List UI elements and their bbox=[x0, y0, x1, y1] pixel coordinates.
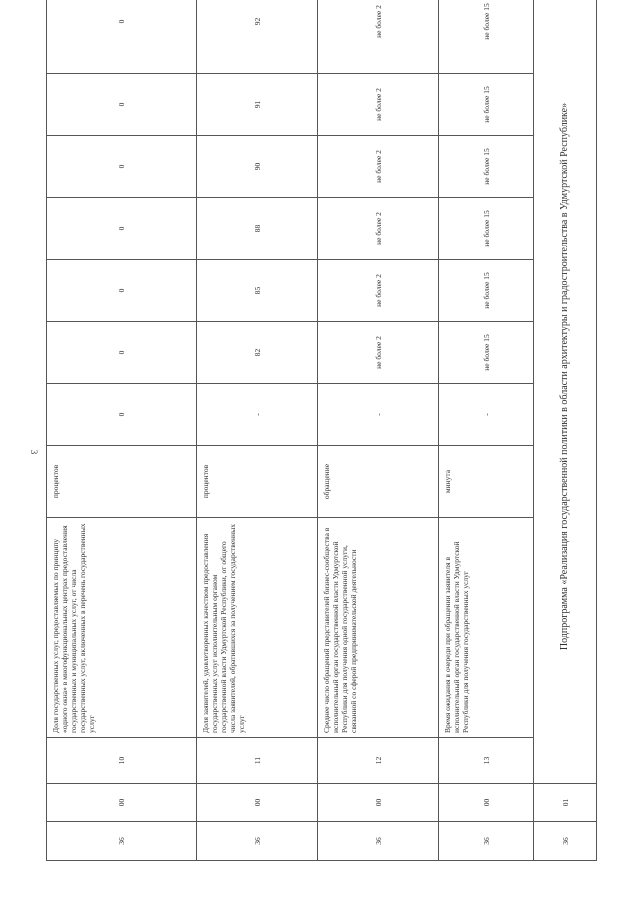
subprogram-title: Подпрограмма «Реализация государственной политики в области архитектуры и градостроительства в Удмуртской Республике» bbox=[534, 0, 597, 784]
gp-code: 36 bbox=[534, 822, 597, 861]
pp-code: 01 bbox=[534, 784, 597, 822]
value-cell: 0 bbox=[47, 384, 197, 446]
unit: процентов bbox=[197, 446, 318, 518]
unit: минута bbox=[439, 446, 534, 518]
indicator-name: Среднее число обращений представителей бизнес-сообщества в исполнительный орган государственной власти Удмуртской Республики для получения одной государственной услуги, связанной со сферой предпринимательской деятельности bbox=[318, 518, 439, 738]
gp-code: 36 bbox=[197, 822, 318, 861]
value-cell: 0 bbox=[47, 260, 197, 322]
value-cell: не более 2 bbox=[318, 74, 439, 136]
rotated-table-wrapper bbox=[46, 3, 596, 861]
value-cell: 92 bbox=[197, 0, 318, 74]
value-cell: не более 15 bbox=[439, 136, 534, 198]
gp-code: 36 bbox=[318, 822, 439, 861]
unit: процентов bbox=[47, 446, 197, 518]
unit: обращение bbox=[318, 446, 439, 518]
pp-code: 00 bbox=[47, 784, 197, 822]
value-cell: 91 bbox=[197, 74, 318, 136]
value-cell: 0 bbox=[47, 74, 197, 136]
indicator-name: Доля заявителей, удовлетворенных качеством предоставления государственных услуг исполнительным органом государственной власти Удмуртской Республики, от общего числа заявителей, обратившихся за получением государственных услуг bbox=[197, 518, 318, 738]
pp-code: 00 bbox=[439, 784, 534, 822]
indicator-number: 10 bbox=[47, 738, 197, 784]
value-cell: 85 bbox=[197, 260, 318, 322]
value-cell: не более 15 bbox=[439, 74, 534, 136]
value-cell: не более 2 bbox=[318, 198, 439, 260]
table-row bbox=[197, 0, 318, 861]
table-row bbox=[318, 0, 439, 861]
value-cell: 0 bbox=[47, 0, 197, 74]
value-cell: - bbox=[318, 384, 439, 446]
value-cell: не более 2 bbox=[318, 0, 439, 74]
value-cell: 0 bbox=[47, 322, 197, 384]
pp-code: 00 bbox=[318, 784, 439, 822]
value-cell: 88 bbox=[197, 198, 318, 260]
value-cell: не более 15 bbox=[439, 0, 534, 74]
value-cell: 90 bbox=[197, 136, 318, 198]
table-row bbox=[439, 0, 534, 861]
indicator-name: Время ожидания в очереди при обращении заявителя в исполнительный орган государственной власти Удмуртской Республики для получения государственных услуг bbox=[439, 518, 534, 738]
value-cell: 82 bbox=[197, 322, 318, 384]
indicator-number: 11 bbox=[197, 738, 318, 784]
value-cell: 0 bbox=[47, 136, 197, 198]
indicator-number: 12 bbox=[318, 738, 439, 784]
value-cell: 0 bbox=[47, 198, 197, 260]
table-row bbox=[47, 0, 197, 861]
pp-code: 00 bbox=[197, 784, 318, 822]
gp-code: 36 bbox=[47, 822, 197, 861]
indicator-number: 13 bbox=[439, 738, 534, 784]
value-cell: не более 15 bbox=[439, 260, 534, 322]
indicators-table bbox=[46, 0, 597, 861]
value-cell: не более 2 bbox=[318, 260, 439, 322]
value-cell: не более 2 bbox=[318, 322, 439, 384]
value-cell: не более 15 bbox=[439, 322, 534, 384]
indicator-name: Доля государственных услуг, предоставляемых по принципу «одного окна» в многофункциональных центрах предоставления государственных и муниципальных услуг, от числа государственных услуг, включенных в перечень государственных услуг bbox=[47, 518, 197, 738]
page-number: 3 bbox=[29, 449, 39, 455]
value-cell: не более 15 bbox=[439, 198, 534, 260]
subprogram-row bbox=[534, 0, 597, 861]
value-cell: - bbox=[439, 384, 534, 446]
gp-code: 36 bbox=[439, 822, 534, 861]
value-cell: не более 2 bbox=[318, 136, 439, 198]
value-cell: - bbox=[197, 384, 318, 446]
